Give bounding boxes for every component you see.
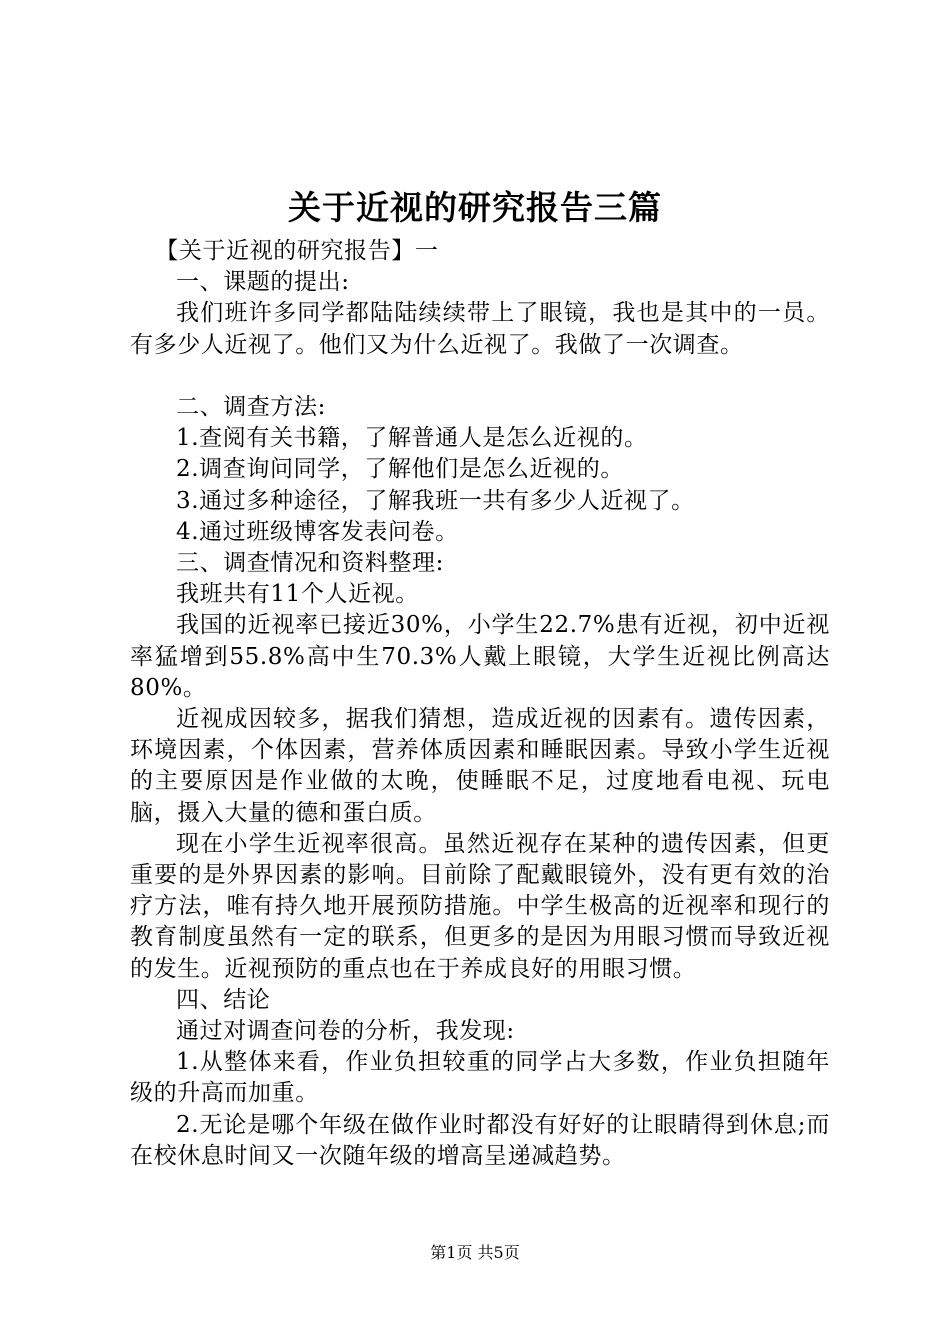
paragraph-national-rates: 我国的近视率已接近30%，小学生22.7%患有近视，初中近视率猛增到55.8%高中生70.3%人戴上眼镜，大学生近视比例高达80%。 — [130, 612, 830, 701]
section-heading-report-one: 【关于近视的研究报告】一 — [155, 238, 439, 264]
section-heading-methods: 二、调查方法: — [176, 394, 326, 420]
paragraph-current-situation: 现在小学生近视率很高。虽然近视存在某种的遗传因素，但更重要的是外界因素的影响。目前除了配戴眼镜外，没有更有效的治疗方法，唯有持久地开展预防措施。中学生极高的近视率和现行的教育制度虽然有一定的联系，但更多的是因为用眼习惯而导致近视的发生。近视预防的重点也在于养成良好的用眼习惯。 — [130, 830, 830, 982]
list-item-method-4: 4.通过班级博客发表问卷。 — [176, 518, 459, 545]
document-body — [130, 236, 830, 1172]
section-heading-findings: 三、调查情况和资料整理: — [176, 550, 444, 577]
document-title: 关于近视的研究报告三篇 — [288, 188, 662, 227]
list-item-method-1: 1.查阅有关书籍，了解普通人是怎么近视的。 — [176, 425, 648, 452]
blank-line — [130, 361, 830, 392]
list-item-conclusion-1: 1.从整体来看，作业负担较重的同学占大多数，作业负担随年级的升高而加重。 — [130, 1049, 830, 1107]
paragraph-class-count: 我班共有11个人近视。 — [176, 581, 419, 608]
section-heading-topic: 一、课题的提出: — [176, 269, 350, 296]
section-heading-conclusion: 四、结论 — [176, 986, 271, 1013]
paragraph-topic-intro: 我们班许多同学都陆陆续续带上了眼镜，我也是其中的一员。有多少人近视了。他们又为什么近视了。我做了一次调查。 — [130, 300, 830, 358]
list-item-conclusion-2: 2.无论是哪个年级在做作业时都没有好好的让眼睛得到休息;而在校休息时间又一次随年级的增高呈递减趋势。 — [130, 1111, 830, 1169]
paragraph-causes: 近视成因较多，据我们猜想，造成近视的因素有。遗传因素，环境因素，个体因素，营养体质因素和睡眠因素。导致小学生近视的主要原因是作业做的太晚，使睡眠不足，过度地看电视、玩电脑，摄入大量的德和蛋白质。 — [130, 706, 830, 826]
paragraph-conclusion-intro: 通过对调查问卷的分析，我发现: — [176, 1018, 515, 1045]
list-item-method-2: 2.调查询问同学，了解他们是怎么近视的。 — [176, 456, 624, 483]
page-number-footer: 第1页 共5页 — [430, 1243, 520, 1262]
list-item-method-3: 3.通过多种途径，了解我班一共有多少人近视了。 — [176, 487, 695, 514]
